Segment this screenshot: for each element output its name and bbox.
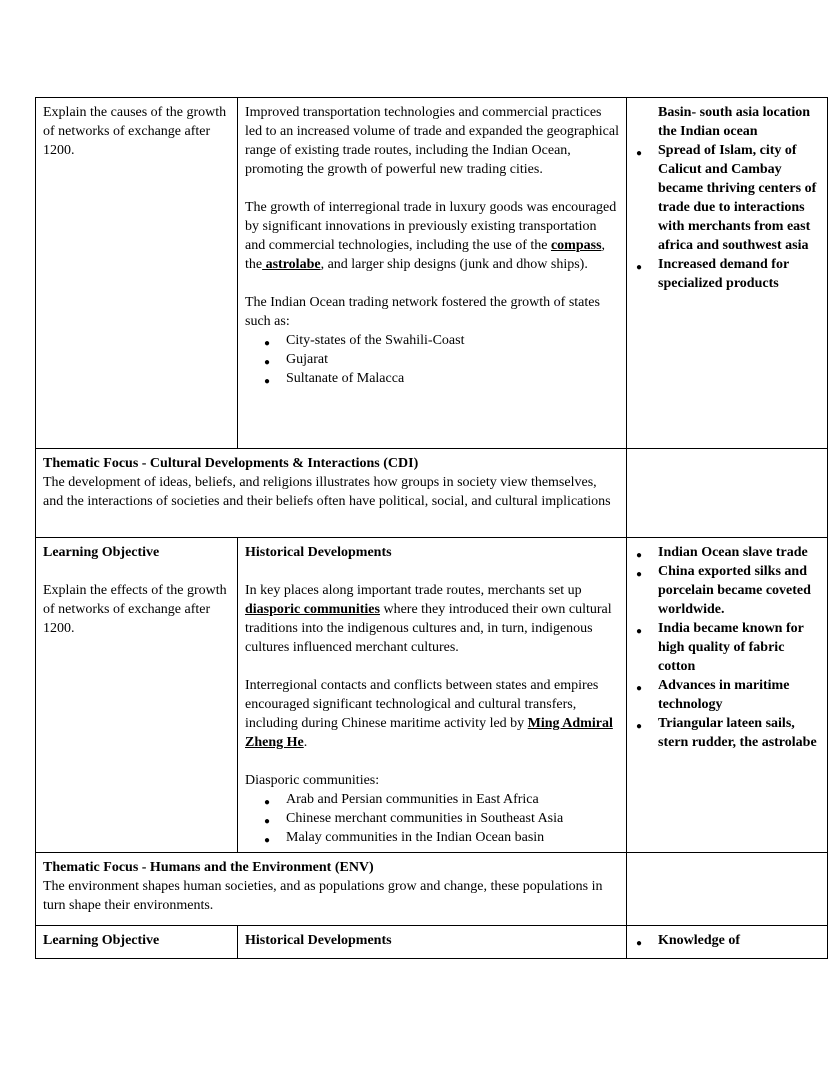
- notes-lead-text: Basin- south asia location the Indian ocean: [658, 105, 811, 139]
- unit-outline-table: [35, 97, 828, 959]
- historical-developments-heading: Historical Developments: [245, 545, 392, 560]
- learning-objective-heading: Learning Objective: [43, 933, 160, 948]
- thematic-focus-title: Thematic Focus - Cultural Developments & Interactions (CDI): [43, 456, 419, 471]
- list-item: ● Triangular lateen sails, stern rudder, the astrolabe: [634, 714, 820, 752]
- historical-developments-cell: [238, 538, 627, 853]
- learning-objective-cell: [36, 538, 238, 853]
- key-term-zheng-he: Ming Admiral Zheng He: [245, 716, 613, 750]
- table-row-causes: [36, 98, 828, 449]
- hd-paragraph: Diasporic communities:: [245, 773, 380, 788]
- list-item: ● Sultanate of Malacca: [245, 369, 619, 388]
- learning-objective-cell: [36, 98, 238, 449]
- hd-paragraph: [245, 676, 619, 752]
- list-item: ● Increased demand for specialized products: [634, 255, 820, 293]
- table-row-thematic-cdi: [36, 449, 828, 538]
- hd-paragraph: The Indian Ocean trading network fostered the growth of states such as:: [245, 295, 600, 329]
- thematic-focus-title: Thematic Focus - Humans and the Environment (ENV): [43, 860, 374, 875]
- hd-text: , and larger ship designs (junk and dhow ships).: [320, 257, 588, 272]
- thematic-focus-body: The environment shapes human societies, and as populations grow and change, these populations in turn shape their environments.: [43, 879, 603, 913]
- notes-cell: [627, 926, 828, 959]
- hd-paragraph: [245, 581, 619, 657]
- list-item: ● Malay communities in the Indian Ocean basin: [245, 828, 619, 847]
- hd-text: , the: [245, 238, 606, 272]
- list-item: ● Arab and Persian communities in East Africa: [245, 790, 619, 809]
- list-item: ● Indian Ocean slave trade: [634, 543, 820, 562]
- hd-text: In key places along important trade routes, merchants set up: [245, 583, 582, 598]
- historical-developments-heading: Historical Developments: [245, 933, 392, 948]
- hd-text: where they introduced their own cultural traditions into the indigenous cultures and, in turn, indigenous cultures influenced merchant cultures.: [245, 602, 612, 655]
- historical-developments-cell: [238, 98, 627, 449]
- table-row-thematic-env: [36, 853, 828, 926]
- notes-cell: [627, 98, 828, 449]
- communities-bullet-list: [245, 790, 619, 847]
- table-row-effects: [36, 538, 828, 853]
- states-bullet-list: [245, 331, 619, 388]
- key-term-astrolabe: astrolabe: [262, 257, 321, 272]
- notes-cell: [627, 538, 828, 853]
- thematic-focus-cell: [36, 853, 627, 926]
- list-item: ● Spread of Islam, city of Calicut and Cambay became thriving centers of trade due to interactions with merchants from east africa and southwest asia: [634, 141, 820, 255]
- objective-text: Explain the effects of the growth of networks of exchange after 1200.: [43, 583, 227, 636]
- thematic-focus-body: The development of ideas, beliefs, and religions illustrates how groups in society view themselves, and the interactions of societies and their beliefs often have political, social, and cultural implications: [43, 475, 611, 509]
- hd-text: .: [303, 735, 308, 750]
- list-item: ● Gujarat: [245, 350, 619, 369]
- notes-bullet-list: [634, 543, 820, 752]
- hd-paragraph: [245, 198, 619, 274]
- empty-cell: [627, 853, 828, 926]
- list-item: ● India became known for high quality of fabric cotton: [634, 619, 820, 676]
- thematic-focus-cell: [36, 449, 627, 538]
- list-item: ● City-states of the Swahili-Coast: [245, 331, 619, 350]
- learning-objective-cell: [36, 926, 238, 959]
- list-item: ● Chinese merchant communities in Southeast Asia: [245, 809, 619, 828]
- historical-developments-cell: [238, 926, 627, 959]
- key-term-compass: compass: [550, 238, 602, 253]
- hd-text: The growth of interregional trade in luxury goods was encouraged by significant innovations in previously existing transportation and commercial technologies, including the use of the: [245, 200, 617, 253]
- learning-objective-heading: Learning Objective: [43, 545, 160, 560]
- objective-text: Explain the causes of the growth of networks of exchange after 1200.: [43, 105, 227, 158]
- notes-bullet-list: [634, 141, 820, 293]
- list-item: ● Knowledge of: [634, 931, 820, 950]
- list-item: ● Advances in maritime technology: [634, 676, 820, 714]
- key-term-diasporic-communities: diasporic communities: [245, 602, 380, 617]
- hd-text: Interregional contacts and conflicts between states and empires encouraged significant technological and cultural transfers, including during Chinese maritime activity led by: [245, 678, 599, 731]
- list-item: ● China exported silks and porcelain became coveted worldwide.: [634, 562, 820, 619]
- hd-paragraph: Improved transportation technologies and commercial practices led to an increased volume of trade and expanded the geographical range of existing trade routes, including the Indian Ocean, promoting the growth of powerful new trading cities.: [245, 105, 619, 177]
- empty-cell: [627, 449, 828, 538]
- notes-bullet-list: [634, 931, 820, 950]
- table-row-next-section: [36, 926, 828, 959]
